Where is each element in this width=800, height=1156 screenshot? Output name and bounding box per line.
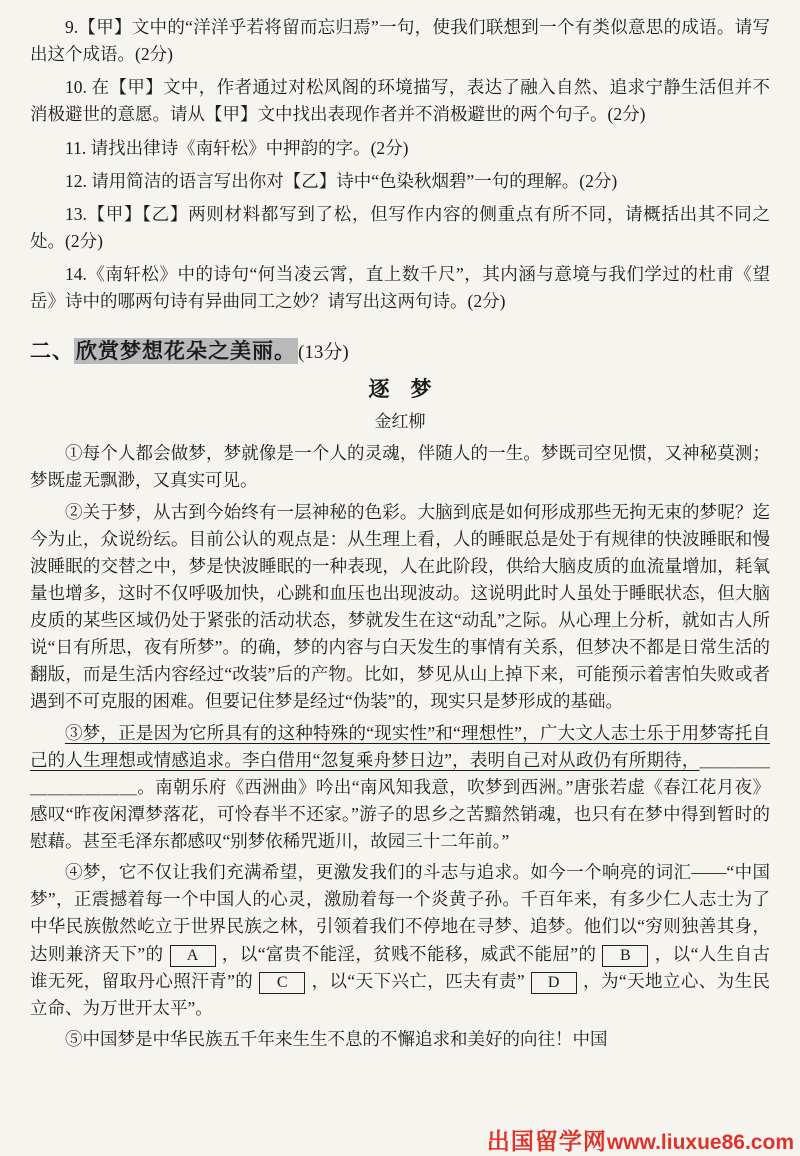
essay-paragraph-3 xyxy=(30,720,770,856)
answer-box-b: B xyxy=(602,945,648,968)
watermark xyxy=(487,1123,794,1156)
paragraph-4-segment-4: ，以“天下兴亡，匹夫有责” xyxy=(311,970,525,991)
watermark-site-name: 出国留学网 xyxy=(486,1129,607,1154)
question-13: 13.【甲】【乙】两则材料都写到了松，但写作内容的侧重点有所不同，请概括出其不同之处。(2分) xyxy=(30,203,770,251)
essay-paragraph-5: ⑤中国梦是中华民族五千年来生生不息的不懈追求和美好的向往！中国 xyxy=(65,1028,608,1049)
answer-box-c: C xyxy=(259,972,305,995)
paragraph-4-segment-5: ，为“天地立心、为生民立命、为万世开太平”。 xyxy=(30,970,770,1018)
answer-box-d: D xyxy=(531,972,577,995)
underlined-sentence: ③梦，正是因为它所具有的这种特殊的“现实性”和“理想性”，广大文人志士乐于用梦寄托自己的人生理想或情感追求。李白借用“忽复乘舟梦日边”，表明自己对从政仍有所期待， xyxy=(30,722,770,770)
section-heading xyxy=(30,335,770,365)
essay-paragraph-2: ②关于梦，从古到今始终有一层神秘的色彩。大脑到底是如何形成那些无拘无束的梦呢？迄今为止，众说纷纭。目前公认的观点是：从生理上看，人的睡眠总是处于有规律的快波睡眠和慢波睡眠的交替之中，梦是快波睡眠的一种表现，人在此阶段，供给大脑皮质的血流量增加，耗氧量也增多，这时不仅呼吸加快，心跳和血压也出现波动。这说明此时人虽处于睡眠状态，但大脑皮质的某些区域仍处于紧张的活动状态，梦就发生在这“动乱”之际。从心理上分析，就如古人所说“日有所思，夜有所梦”。的确，梦的内容与白天发生的事情有关系，但梦决不都是日常生活的翻版，而是生活内容经过“改装”后的产物。比如，梦见从山上掉下来，可能预示着害怕失败或者遇到不可克服的困难。但要记住梦是经过“伪装”的，现实只是梦形成的基础。 xyxy=(30,501,770,712)
section-points: (13分) xyxy=(298,342,349,364)
section-title-highlight: 欣赏梦想花朵之美丽。 xyxy=(76,339,296,364)
fill-in-blank: ＿＿＿＿＿＿＿＿＿＿ xyxy=(30,749,770,797)
essay-paragraph-4 xyxy=(30,859,770,1022)
paragraph-4-segment-2: ，以“富贵不能淫，贫贱不能移，威武不能屈”的 xyxy=(221,943,597,964)
paragraph-4-segment-3: ，以“人生自古谁无死，留取丹心照汗青”的 xyxy=(30,943,770,991)
section-number: 二、 xyxy=(30,339,74,364)
question-14: 14.《南轩松》中的诗句“何当凌云霄，直上数千尺”，其内涵与意境与我们学过的杜甫《望岳》诗中的哪两句诗有异曲同工之妙？请写出这两句诗。(2分) xyxy=(30,264,770,312)
paragraph-4-segment-1: ④梦，它不仅让我们充满希望，更激发我们的斗志与追求。如今一个响亮的词汇——“中国梦”，正震撼着每一个中国人的心灵，激励着每一个炎黄子孙。千百年来，有多少仁人志士为了中华民族傲然屹立于世界民族之林，引领着我们不停地在寻梦、追梦。他们以“穷则独善其身，达则兼济天下”的 xyxy=(30,862,770,964)
question-11: 11. 请找出律诗《南轩松》中押韵的字。(2分) xyxy=(65,137,409,158)
question-12: 12. 请用简洁的语言写出你对【乙】诗中“色染秋烟碧”一句的理解。(2分) xyxy=(65,170,618,191)
essay-title: 逐 梦 xyxy=(368,377,432,402)
essay-author: 金红柳 xyxy=(374,412,426,432)
question-10: 10. 在【甲】文中，作者通过对松风阁的环境描写，表达了融入自然、追求宁静生活但并不消极避世的意愿。请从【甲】文中找出表现作者并不消极避世的两个句子。(2分) xyxy=(30,77,770,125)
paragraph-3-rest: 。南朝乐府《西洲曲》吟出“南风知我意，吹梦到西洲。”唐张若虚《春江花月夜》感叹“昨夜闲潭梦落花，可怜春半不还家。”游子的思乡之苦黯然销魂，也只有在梦中得到暂时的慰藉。甚至毛泽东都感叹“别梦依稀咒逝川，故园三十二年前。” xyxy=(30,776,770,851)
question-list xyxy=(30,14,770,315)
answer-box-a: A xyxy=(170,945,216,968)
watermark-url: www.liuxue86.com xyxy=(606,1131,794,1154)
essay-paragraph-1: ①每个人都会做梦，梦就像是一个人的灵魂，伴随人的一生。梦既司空见惯，又神秘莫测；梦既虚无飘渺，又真实可见。 xyxy=(30,443,770,491)
question-9: 9.【甲】文中的“洋洋乎若将留而忘归焉”一句，使我们联想到一个有类似意思的成语。请写出这个成语。(2分) xyxy=(30,17,770,65)
